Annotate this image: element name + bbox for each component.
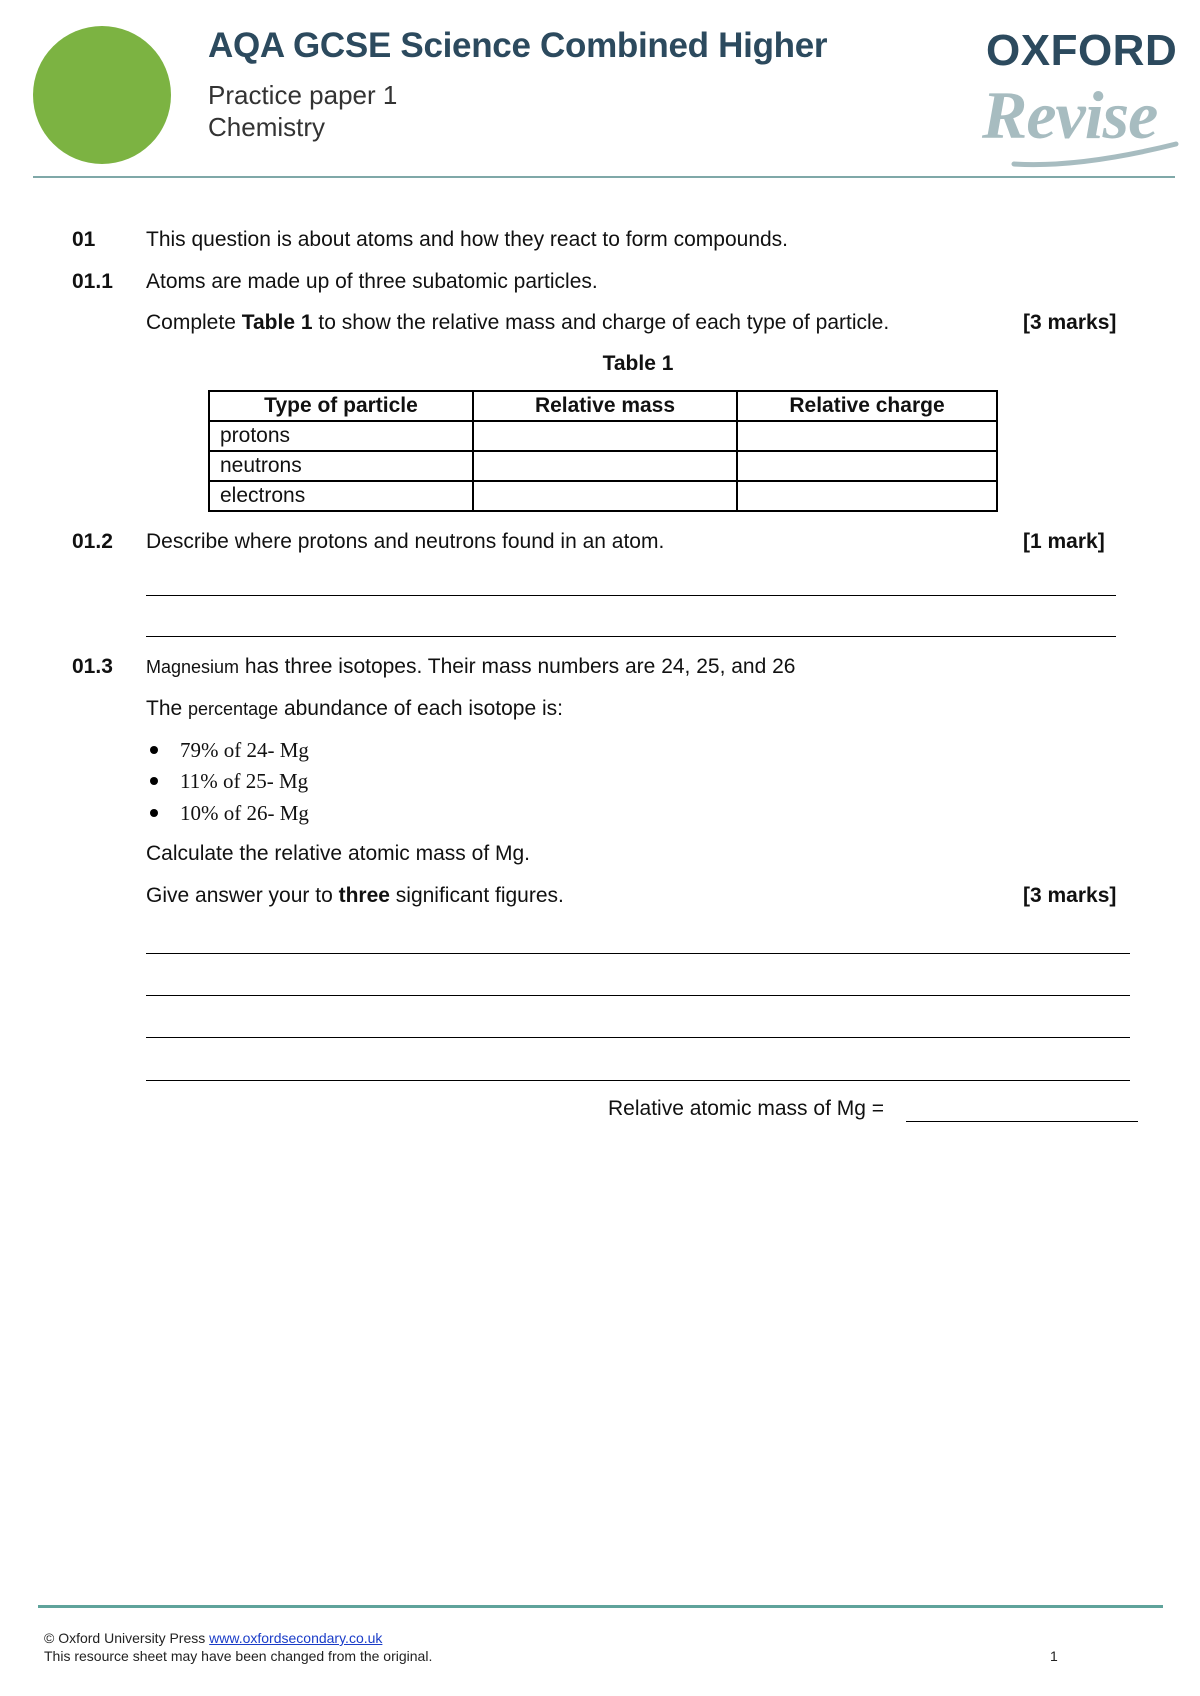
cell-mass-input[interactable] <box>473 451 737 481</box>
question-text-01-3: Magnesium has three isotopes. Their mass numbers are 24, 25, and 26 <box>146 655 796 678</box>
cell-charge-input[interactable] <box>737 421 997 451</box>
marks-01-3: [3 marks] <box>1023 884 1117 907</box>
copyright: © Oxford University Press www.oxfordsecondary.co.uk <box>44 1630 383 1646</box>
cell-particle: neutrons <box>209 451 473 481</box>
sig-fig-instruction: Give answer your to three significant figures. <box>146 884 564 907</box>
bullet-icon <box>150 777 158 785</box>
paper-subtitle: Practice paper 1 <box>208 80 398 110</box>
cell-mass-input[interactable] <box>473 421 737 451</box>
answer-line[interactable] <box>146 1037 1130 1038</box>
cell-charge-input[interactable] <box>737 451 997 481</box>
abundance-intro: The percentage abundance of each isotope is: <box>146 697 563 720</box>
table-row <box>209 421 997 451</box>
footer-divider <box>38 1605 1163 1608</box>
header-mass: Relative mass <box>473 391 737 421</box>
answer-line[interactable] <box>146 953 1130 954</box>
list-item: 10% of 26- Mg <box>150 801 309 826</box>
question-text-01-1: Atoms are made up of three subatomic particles. <box>146 270 598 293</box>
marks-01-1: [3 marks] <box>1023 311 1117 334</box>
cell-charge-input[interactable] <box>737 481 997 511</box>
question-text-01: This question is about atoms and how they react to form compounds. <box>146 228 789 251</box>
list-item: 79% of 24- Mg <box>150 738 309 763</box>
header-divider <box>33 176 1175 178</box>
answer-line[interactable] <box>146 636 1116 637</box>
page-title: AQA GCSE Science Combined Higher <box>208 26 828 65</box>
logo-swoosh-icon <box>1010 140 1180 170</box>
answer-line[interactable] <box>146 1080 1130 1081</box>
table-row <box>209 451 997 481</box>
table-caption: Table 1 <box>602 352 674 375</box>
bullet-icon <box>150 746 158 754</box>
cell-mass-input[interactable] <box>473 481 737 511</box>
table-row <box>209 481 997 511</box>
particle-table <box>208 390 998 512</box>
header-charge: Relative charge <box>737 391 997 421</box>
question-number-01-1: 01.1 <box>72 270 113 293</box>
answer-line[interactable] <box>146 995 1130 996</box>
list-item: 11% of 25- Mg <box>150 769 308 794</box>
answer-blank[interactable] <box>906 1121 1138 1122</box>
question-number-01-3: 01.3 <box>72 655 113 678</box>
oxford-link[interactable]: www.oxfordsecondary.co.uk <box>209 1630 383 1646</box>
question-text-01-2: Describe where protons and neutrons found in an atom. <box>146 530 665 553</box>
cell-particle: electrons <box>209 481 473 511</box>
brand-circle <box>33 26 171 164</box>
page-number: 1 <box>1050 1648 1058 1664</box>
question-number-01-2: 01.2 <box>72 530 113 553</box>
footer-note: This resource sheet may have been changed from the original. <box>44 1648 433 1664</box>
answer-line[interactable] <box>146 595 1116 596</box>
marks-01-2: [1 mark] <box>1023 530 1105 553</box>
question-number-01: 01 <box>72 228 96 251</box>
subject-label: Chemistry <box>208 112 326 142</box>
answer-label: Relative atomic mass of Mg = <box>608 1097 885 1120</box>
header-type: Type of particle <box>209 391 473 421</box>
oxford-logo-text: OXFORD <box>986 26 1178 75</box>
cell-particle: protons <box>209 421 473 451</box>
revise-logo-text: Revise <box>982 77 1158 153</box>
bullet-icon <box>150 809 158 817</box>
table-header-row <box>209 391 997 421</box>
calc-instruction: Calculate the relative atomic mass of Mg. <box>146 842 530 865</box>
table-instruction: Complete Table 1 to show the relative mass and charge of each type of particle. <box>146 311 890 334</box>
